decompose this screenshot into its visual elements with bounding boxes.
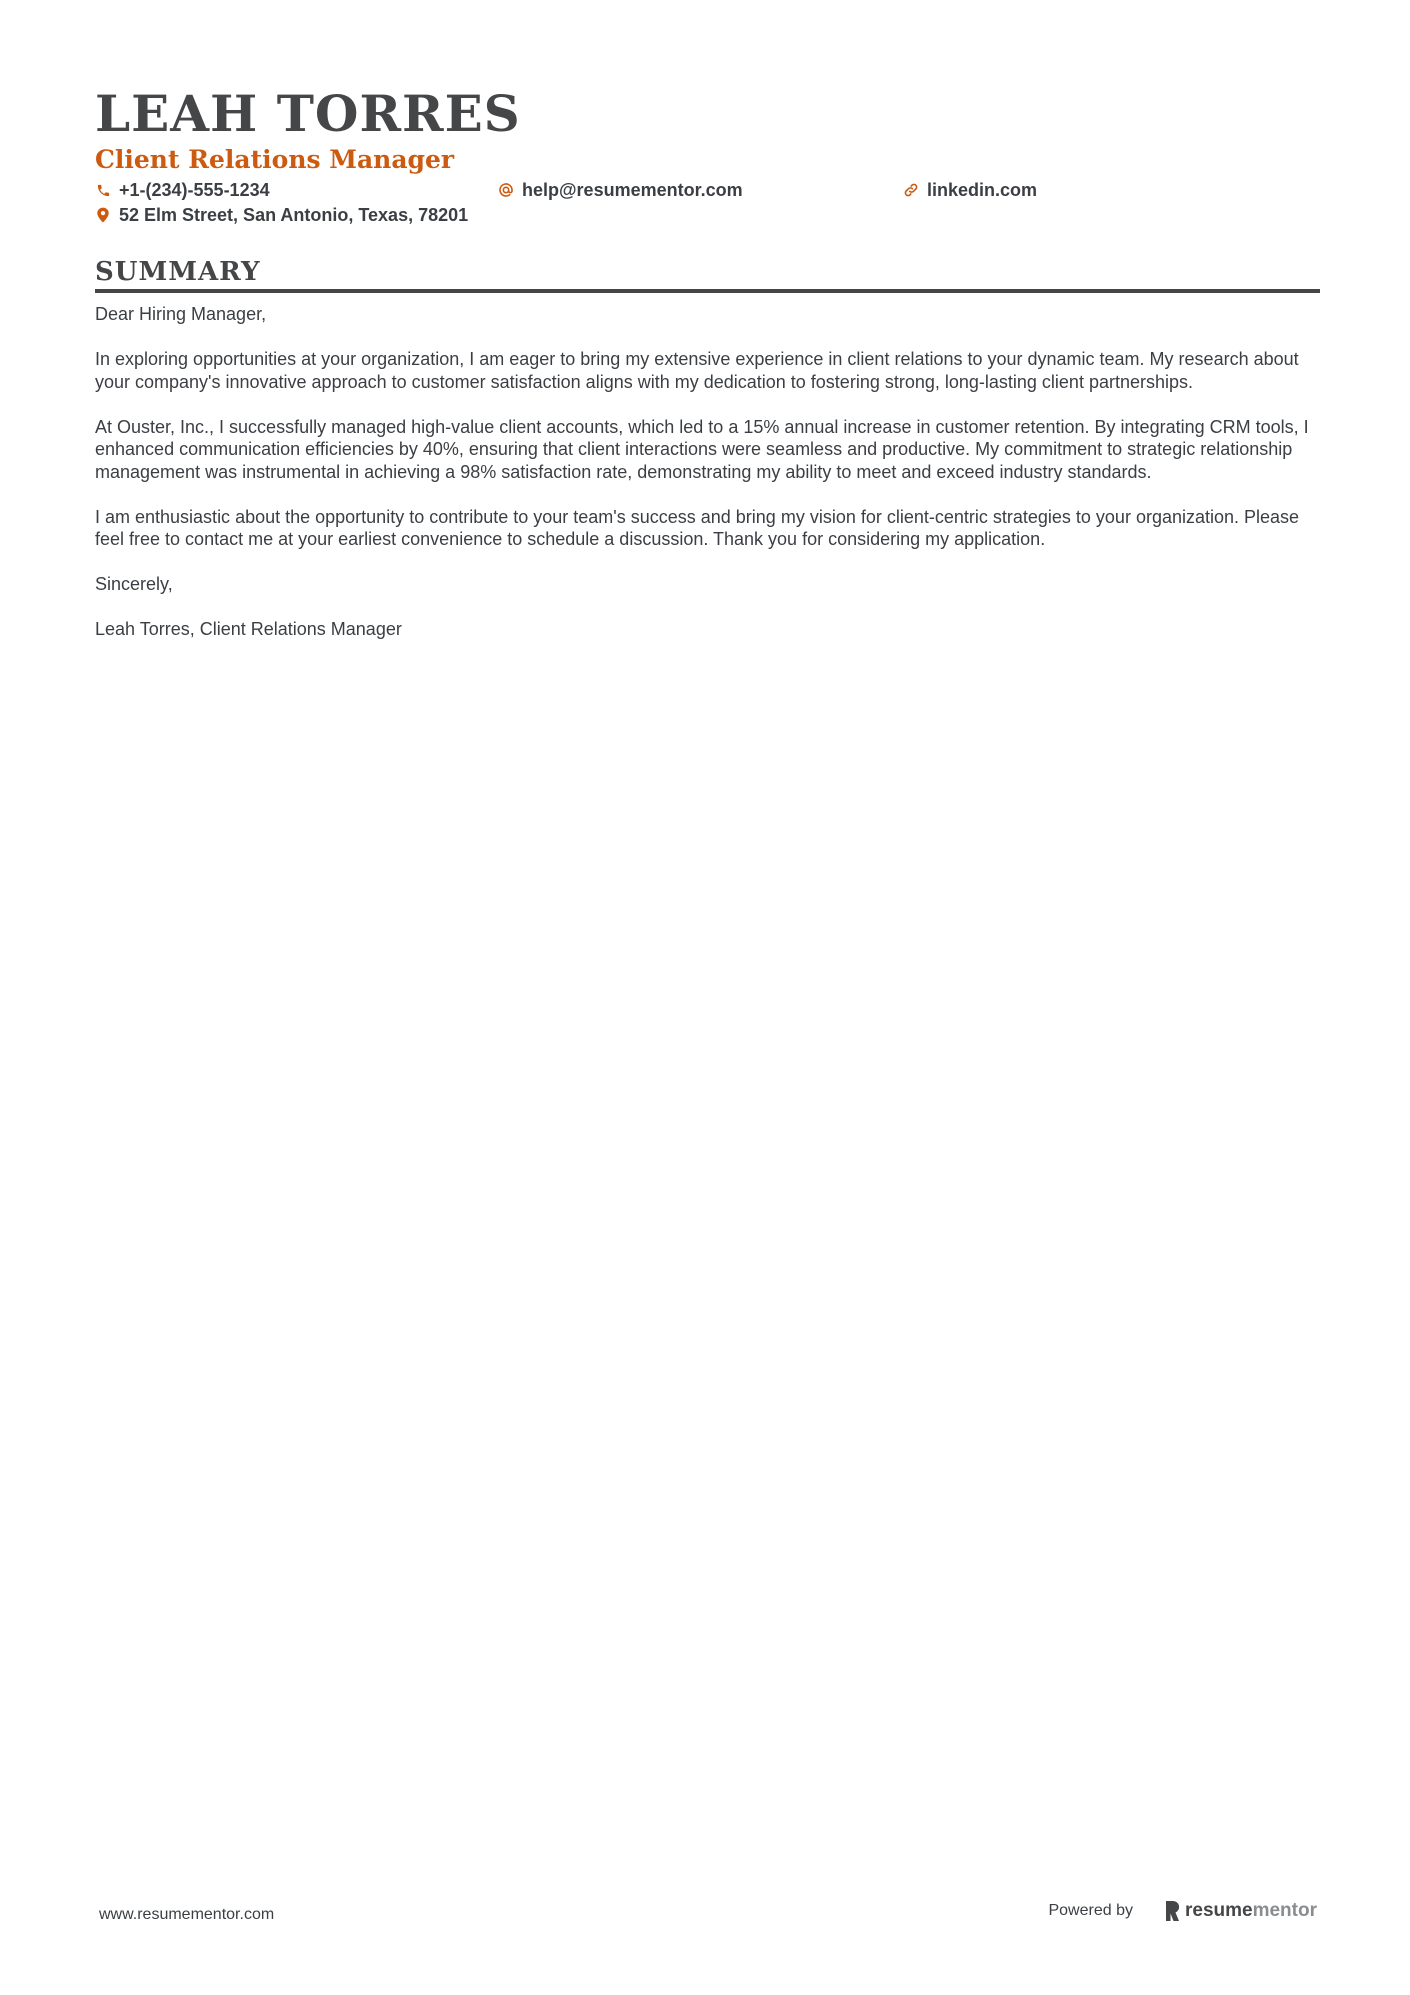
contact-phone <box>95 178 270 202</box>
contact-linkedin[interactable] <box>903 178 1037 202</box>
phone-icon <box>95 182 111 198</box>
link-icon <box>903 182 919 198</box>
signature: Leah Torres, Client Relations Manager <box>95 619 402 639</box>
contact-email[interactable] <box>498 178 743 202</box>
footer-website[interactable]: www.resumementor.com <box>99 1906 275 1923</box>
letter-body <box>95 303 1320 641</box>
brand-logo[interactable] <box>1163 1900 1317 1922</box>
linkedin-text[interactable]: linkedin.com <box>927 179 1038 200</box>
email-text[interactable]: help@resumementor.com <box>522 179 743 200</box>
header <box>95 84 1320 230</box>
letter-paragraph: At Ouster, Inc., I successfully managed high-value client accounts, which led to a 15% annual increase in customer retention. By integrating CRM tools, I enhanced communication efficiencies by 40%, ensuring that client interactions were seamless and productive. My commitment to strategic relationship management was instrumental in achieving a 98% satisfaction rate, demonstrating my ability to meet and exceed industry standards. <box>95 416 1309 482</box>
closing: Sincerely, <box>95 574 173 594</box>
address-text: 52 Elm Street, San Antonio, Texas, 78201 <box>119 204 469 225</box>
letter-paragraph: I am enthusiastic about the opportunity to contribute to your team's success and bring my vision for client-centric strategies to your organization. Please feel free to contact me at your earliest convenience to schedule a discussion. Thank you for considering my application. <box>95 506 1300 549</box>
footer-branding <box>1048 1900 1317 1922</box>
candidate-title: Client Relations Manager <box>95 145 455 174</box>
section-divider <box>95 289 1320 293</box>
phone-text: +1-(234)-555-1234 <box>119 179 270 200</box>
brand-mentor: mentor <box>1252 1900 1317 1921</box>
brand-resume: resume <box>1184 1900 1253 1921</box>
section-heading: SUMMARY <box>95 257 261 287</box>
contact-info <box>95 178 1320 230</box>
candidate-name: LEAH TORRES <box>95 84 521 143</box>
map-pin-icon <box>95 207 111 223</box>
letter-paragraph: In exploring opportunities at your organization, I am eager to bring my extensive experience in client relations to your dynamic team. My research about your company's innovative approach to customer satisfaction aligns with my dedication to fostering strong, long-lasting client partnerships. <box>95 349 1299 392</box>
salutation: Dear Hiring Manager, <box>95 304 267 324</box>
summary-section <box>95 256 1320 663</box>
contact-address <box>95 203 468 227</box>
at-icon <box>498 182 514 198</box>
powered-by-text: Powered by <box>1048 1902 1133 1919</box>
resumementor-logo-icon <box>1163 1900 1181 1922</box>
